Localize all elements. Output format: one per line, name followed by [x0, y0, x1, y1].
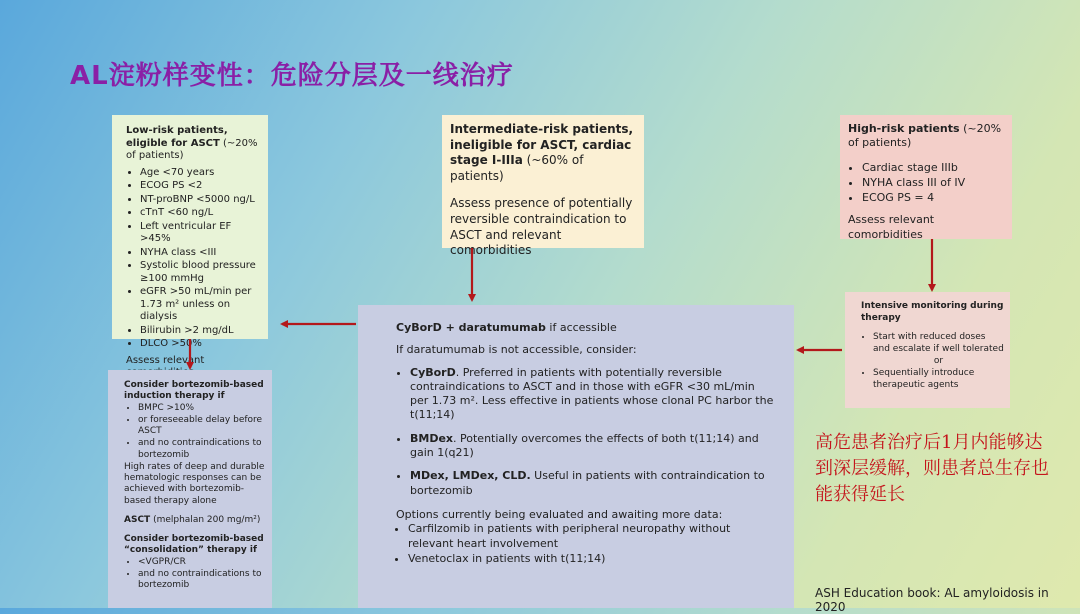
- monitoring-list: [861, 332, 1004, 391]
- bortezomib-therapy-box: [108, 370, 272, 608]
- list-item: [873, 332, 1004, 367]
- intermediate-risk-pct: (~60% of patients): [450, 153, 584, 183]
- list-item: • Cardiac stage IIIb: [862, 161, 1004, 175]
- list-item: • Systolic blood pressure ≥100 mmHg: [140, 260, 260, 285]
- red-annotation: 高危患者治疗后1月内能够达到深层缓解，则患者总生存也能获得延长: [815, 432, 1049, 506]
- intermediate-risk-body: Assess presence of potentially reversible contraindication to ASCT and relevant comorbidities: [450, 196, 633, 258]
- list-item: • BMPC >10%: [138, 403, 266, 414]
- low-risk-criteria-list: [126, 167, 260, 351]
- induction-criteria-list: [124, 403, 266, 461]
- asct-detail: (melphalan 200 mg/m²): [150, 514, 261, 525]
- list-item: • NT-proBNP <5000 ng/L: [140, 194, 260, 207]
- low-risk-footer: Assess relevant: [126, 354, 205, 366]
- low-risk-pct: (~20% of patients): [126, 137, 258, 161]
- list-item: • Bilirubin >2 mg/dL: [140, 325, 260, 338]
- regimen-description: . Potentially overcomes the effects of both t(11;14) and gain 1(q21): [410, 431, 759, 460]
- list-item: [410, 432, 776, 461]
- first-line-treatment-box: [358, 305, 794, 608]
- monitoring-option: Start with reduced doses and escalate if well tolerated: [873, 332, 1004, 355]
- list-item: • cTnT <60 ng/L: [140, 207, 260, 220]
- regimen-name: BMDex: [410, 431, 454, 445]
- evaluation-heading: Options currently being evaluated and awaiting more data:: [396, 507, 723, 521]
- source-citation: ASH Education book: AL amyloidosis in 2020: [815, 586, 1049, 614]
- regimen-name: CyBorD: [410, 365, 456, 379]
- list-item: • Carfilzomib in patients with peripheral neuropathy without relevant heart involvement: [408, 522, 776, 551]
- or-label: or: [933, 355, 944, 366]
- high-risk-pct: (~20% of patients): [848, 122, 1002, 150]
- primary-regimen: CyBorD + daratumumab: [396, 321, 546, 334]
- list-item: • <VGPR/CR: [138, 557, 266, 568]
- monitoring-heading: Intensive monitoring during therapy: [861, 301, 1004, 323]
- list-item: • or foreseeable delay before ASCT: [138, 415, 266, 438]
- list-item: • ECOG PS = 4: [862, 191, 1004, 205]
- high-risk-heading: High-risk patients: [848, 122, 960, 135]
- list-item: [410, 469, 776, 498]
- list-item: • ECOG PS <2: [140, 180, 260, 193]
- low-risk-heading: Low-risk patients, eligible for ASCT: [126, 125, 228, 149]
- intermediate-risk-box: [442, 115, 644, 258]
- intensive-monitoring-box: [845, 292, 1010, 408]
- consolidation-criteria-list: [124, 557, 266, 592]
- low-risk-box: [112, 115, 268, 366]
- list-item: • Age <70 years: [140, 167, 260, 180]
- regimen-description: Useful in patients with contraindication to bortezomib: [410, 469, 765, 497]
- list-item: • NYHA class III of IV: [862, 176, 1004, 190]
- high-risk-box: [840, 115, 1012, 239]
- list-item: • eGFR >50 mL/min per 1.73 m² unless on dialysis: [140, 286, 260, 324]
- list-item: • Left ventricular EF >45%: [140, 221, 260, 246]
- alternative-intro: If daratumumab is not accessible, consider:: [396, 343, 637, 357]
- evaluation-list: [396, 522, 776, 566]
- list-item: • and no contraindications to bortezomib: [138, 438, 266, 461]
- list-item: • Venetoclax in patients with t(11;14): [408, 552, 776, 566]
- list-item: • Sequentially introduce therapeutic agents: [873, 368, 1004, 391]
- list-item: • DLCO >50%: [140, 338, 260, 351]
- list-item: [410, 366, 776, 423]
- primary-regimen-note: if accessible: [545, 321, 617, 334]
- intermediate-risk-heading: Intermediate-risk patients, ineligible for ASCT, cardiac stage I-IIIa: [450, 122, 634, 168]
- list-item: • and no contraindications to bortezomib: [138, 569, 266, 592]
- page-title: AL淀粉样变性：危险分层及一线治疗: [70, 61, 514, 91]
- high-risk-footer: Assess relevant comorbidities: [848, 213, 935, 241]
- alternative-regimen-list: [396, 366, 776, 498]
- induction-heading: Consider bortezomib-based induction therapy if: [124, 380, 264, 402]
- regimen-name: MDex, LMDex, CLD.: [410, 469, 531, 483]
- list-item: • NYHA class <III: [140, 247, 260, 260]
- regimen-description: . Preferred in patients with potentially reversible contraindications to ASCT and in those with eGFR <30 mL/min per 1.73 m². Less effective in patients whose clonal PC harbor the t(11;14): [410, 365, 774, 422]
- asct-label: ASCT: [124, 514, 151, 525]
- consolidation-heading: Consider bortezomib-based “consolidation” therapy if: [124, 534, 264, 556]
- high-risk-criteria-list: [848, 161, 1004, 206]
- induction-note: High rates of deep and durable hematologic responses can be achieved with bortezomib-based therapy alone: [124, 461, 265, 506]
